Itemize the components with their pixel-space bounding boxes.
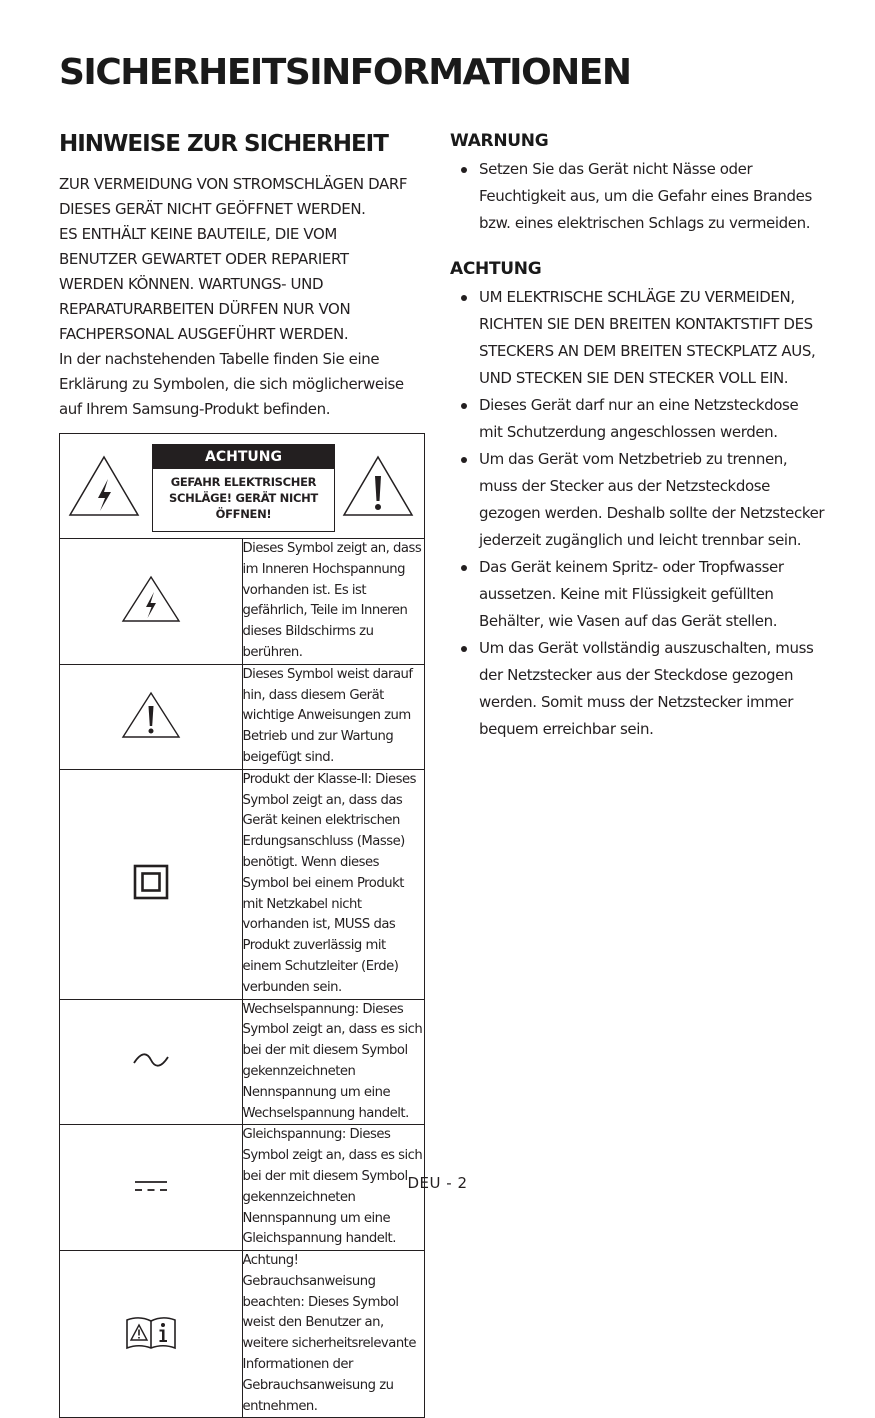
achtung-heading: ACHTUNG [450, 259, 542, 279]
warning-box-line: SCHLÄGE! GERÄT NICHT [169, 491, 318, 505]
table-row [60, 664, 425, 769]
intro-line: auf Ihrem Samsung-Produkt befinden. [59, 400, 331, 418]
symbol-description: Produkt der Klasse-II: Dieses Symbol zeigt an, dass das Gerät keinen elektrischen Erdungsanschluss (Masse) benötigt. Wenn dieses Symbol bei einem Produkt mit Netzkabel nicht vorhanden ist, MUSS das Produkt zuverlässig mit einem Schutzleiter (Erde) verbunden sein. [242, 769, 425, 999]
section-heading-safety: HINWEISE ZUR SICHERHEIT [59, 131, 388, 157]
warning-box-label: ACHTUNG [153, 445, 334, 469]
manual-info-icon [125, 1335, 177, 1354]
lightning-triangle-icon [67, 454, 141, 522]
ac-wave-icon [131, 1055, 171, 1074]
table-row [60, 999, 425, 1125]
achtung-list [450, 284, 825, 743]
symbol-cell [60, 539, 243, 665]
list-item: Das Gerät keinem Spritz- oder Tropfwasser aussetzen. Keine mit Flüssigkeit gefüllten Behälter, wie Vasen auf das Gerät stellen. [450, 554, 825, 635]
symbol-cell [60, 1251, 243, 1418]
warning-header-cell [60, 434, 425, 539]
intro-line: ZUR VERMEIDUNG VON STROMSCHLÄGEN DARF [59, 175, 408, 193]
warning-box [152, 444, 335, 532]
exclamation-triangle-icon [341, 454, 415, 522]
intro-line: Erklärung zu Symbolen, die sich möglicherweise [59, 375, 404, 393]
symbol-cell [60, 664, 243, 769]
list-item: UM ELEKTRISCHE SCHLÄGE ZU VERMEIDEN, RICHTEN SIE DEN BREITEN KONTAKTSTIFT DES STECKERS AN DEM BREITEN STECKPLATZ AUS, UND STECKEN SIE DEN STECKER VOLL EIN. [450, 284, 825, 392]
page-title: SICHERHEITSINFORMATIONEN [59, 52, 631, 93]
lightning-triangle-icon [121, 608, 181, 627]
symbol-cell [60, 769, 243, 999]
intro-line: ES ENTHÄLT KEINE BAUTEILE, DIE VOM [59, 225, 337, 243]
list-item: Um das Gerät vollständig auszuschalten, muss der Netzstecker aus der Steckdose gezogen werden. Somit muss der Netzstecker immer bequem erreichbar sein. [450, 635, 825, 743]
left-column [59, 126, 427, 422]
table-row [60, 769, 425, 999]
symbol-cell [60, 999, 243, 1125]
symbol-description: Gleichspannung: Dieses Symbol zeigt an, dass es sich bei der mit diesem Symbol gekennzeichneten Nennspannung um eine Gleichspannung handelt. [242, 1125, 425, 1251]
list-item: Dieses Gerät darf nur an eine Netzsteckdose mit Schutzerdung angeschlossen werden. [450, 392, 825, 446]
double-square-icon [133, 885, 169, 904]
warnung-heading: WARNUNG [450, 131, 549, 151]
warning-box-text [153, 469, 334, 522]
intro-line: REPARATURARBEITEN DÜRFEN NUR VON [59, 300, 351, 318]
warning-box-line: ÖFFNEN! [215, 507, 272, 521]
intro-line: In der nachstehenden Tabelle finden Sie eine [59, 350, 380, 368]
symbol-description: Wechselspannung: Dieses Symbol zeigt an, dass es sich bei der mit diesem Symbol gekennzeichneten Nennspannung um eine Wechselspannung handelt. [242, 999, 425, 1125]
warning-box-line: GEFAHR ELEKTRISCHER [170, 475, 317, 489]
page-number: DEU - 2 [407, 1174, 468, 1192]
intro-text [59, 172, 427, 422]
symbol-description: Achtung! Gebrauchsanweisung beachten: Dieses Symbol weist den Benutzer an, weitere sicherheitsrelevante Informationen der Gebrauchsanweisung zu entnehmen. [242, 1251, 425, 1418]
symbol-description: Dieses Symbol zeigt an, dass im Inneren Hochspannung vorhanden ist. Es ist gefährlich, Teile im Inneren dieses Bildschirms zu berühren. [242, 539, 425, 665]
symbol-description: Dieses Symbol weist darauf hin, dass diesem Gerät wichtige Anweisungen zum Betrieb und zur Wartung beigefügt sind. [242, 664, 425, 769]
symbol-table [59, 433, 425, 1418]
list-item: Setzen Sie das Gerät nicht Nässe oder Feuchtigkeit aus, um die Gefahr eines Brandes bzw. eines elektrischen Schlags zu vermeiden. [450, 156, 825, 237]
intro-line: DIESES GERÄT NICHT GEÖFFNET WERDEN. [59, 200, 366, 218]
table-row [60, 539, 425, 665]
exclamation-triangle-icon [121, 724, 181, 743]
intro-line: BENUTZER GEWARTET ODER REPARIERT [59, 250, 349, 268]
right-column [450, 126, 825, 743]
list-item: Um das Gerät vom Netzbetrieb zu trennen, muss der Stecker aus der Netzsteckdose gezogen werden. Deshalb sollte der Netzstecker jederzeit zugänglich und leicht trennbar sein. [450, 446, 825, 554]
intro-line: WERDEN KÖNNEN. WARTUNGS- UND [59, 275, 324, 293]
intro-line: FACHPERSONAL AUSGEFÜHRT WERDEN. [59, 325, 349, 343]
warnung-list [450, 156, 825, 237]
table-row [60, 1251, 425, 1418]
